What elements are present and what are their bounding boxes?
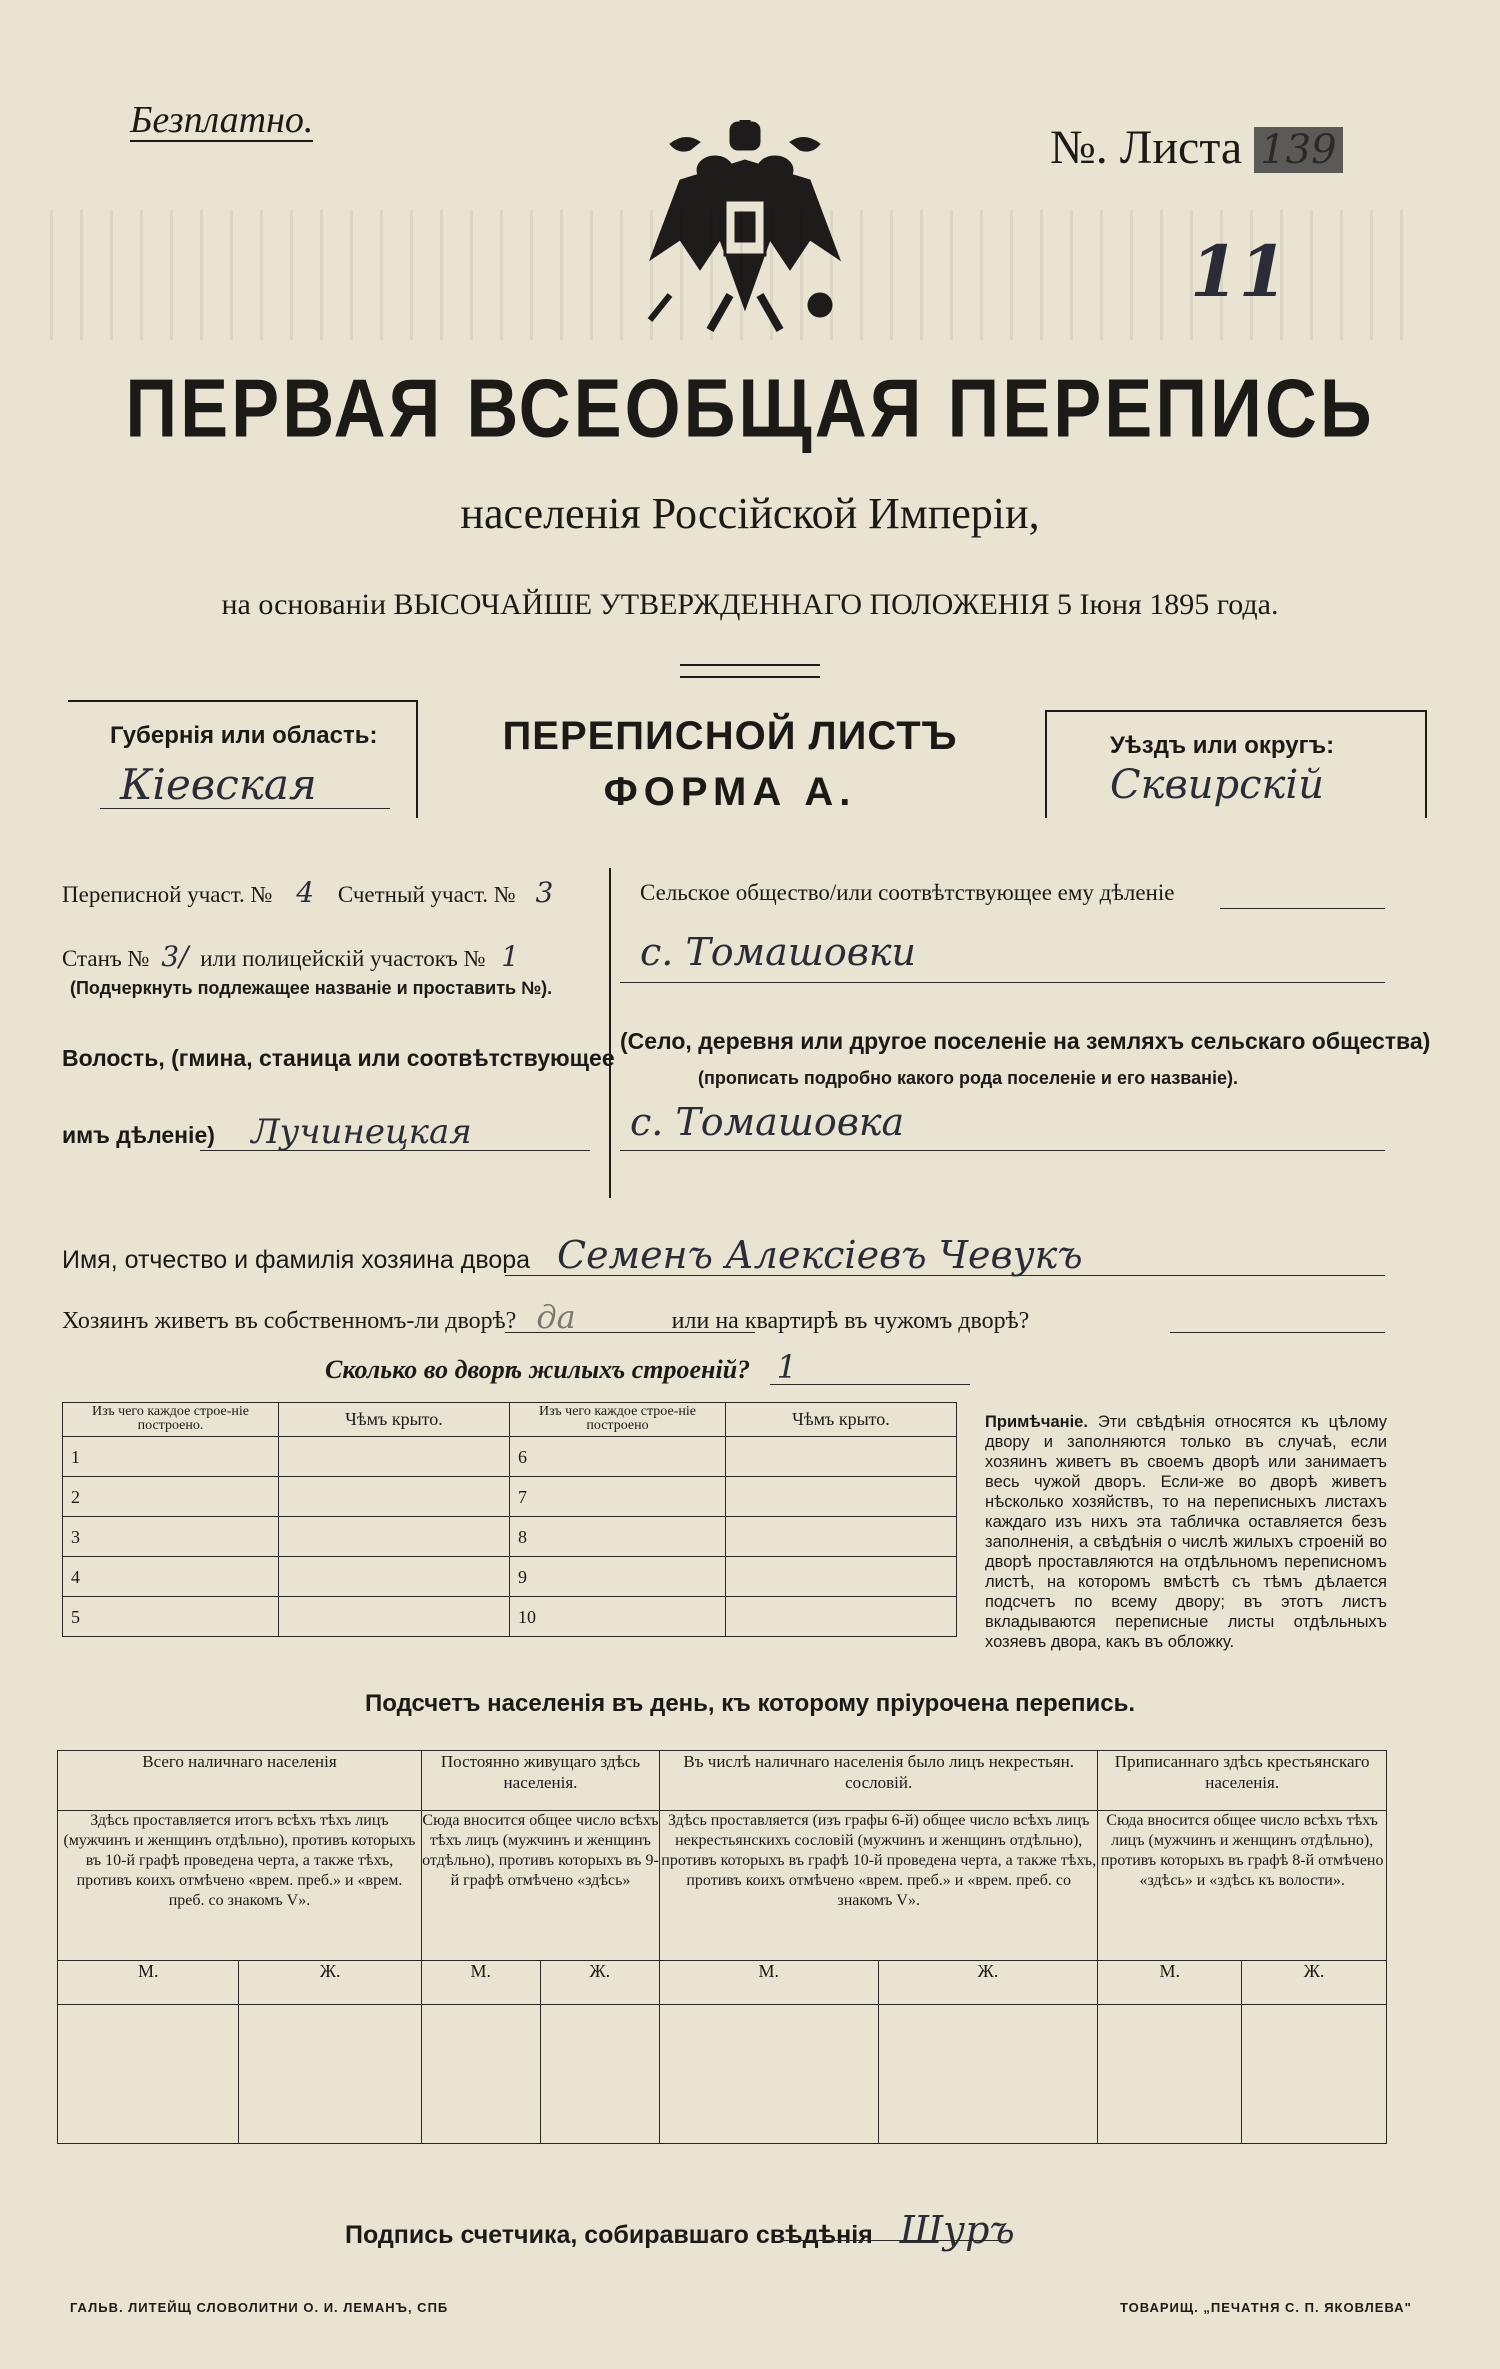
building-row-2: 2: [63, 1477, 279, 1517]
village-note: (прописать подробно какого рода поселеніе и его названіе).: [698, 1068, 1239, 1088]
sheet-title: ПЕРЕПИСНОЙ ЛИСТЪ: [502, 714, 958, 758]
village-value: с. Томашовка: [630, 1100, 905, 1144]
count-col2-head: Постоянно живущаго здѣсь населенія.: [421, 1751, 659, 1811]
building-row-8: 8: [510, 1517, 726, 1557]
count-col1-head: Всего наличнаго населенія: [58, 1751, 422, 1811]
count-cell: [660, 2005, 879, 2144]
owner-name-value: Семенъ Алексіевъ Чевукъ: [557, 1233, 1083, 1277]
count-cell: [239, 2005, 422, 2144]
ornament: [680, 664, 820, 678]
count-cell: [421, 2005, 540, 2144]
population-count-table: [57, 1750, 1387, 2144]
building-row-4: 4: [63, 1557, 279, 1597]
count-m-2: М.: [421, 1961, 540, 2005]
count-m-3: М.: [660, 1961, 879, 2005]
count-section-title: Подсчетъ населенія въ день, къ которому пріурочена перепись.: [365, 1690, 1135, 1717]
signature-value: Шуръ: [899, 2208, 1015, 2252]
volost-label: Волость, (гмина, станица или соотвѣтствующее: [62, 1045, 615, 1071]
building-row-7: 7: [510, 1477, 726, 1517]
census-section-value: 4: [296, 876, 315, 909]
rent-label: или на квартирѣ въ чужомъ дворѣ?: [671, 1308, 1030, 1334]
free-label: [130, 98, 313, 142]
building-row-5: 5: [63, 1597, 279, 1637]
count-zh-3: Ж.: [878, 1961, 1098, 2005]
building-row-1: 1: [63, 1437, 279, 1477]
sheet-number-value: 139: [1254, 127, 1342, 173]
count-section-label: Счетный участ. №: [337, 882, 516, 907]
sheet-number-label: [1050, 120, 1343, 175]
buildings-table: [62, 1402, 957, 1637]
count-cell: [1242, 2005, 1387, 2144]
count-col3-head: Въ числѣ наличнаго населенія было лицъ некрестьян. сословій.: [660, 1751, 1098, 1811]
sheet-label-text: №. Листа: [1050, 121, 1243, 174]
building-row-6: 6: [510, 1437, 726, 1477]
buildings-col4-header: Чѣмъ крыто.: [726, 1403, 957, 1437]
own-yard-field: [62, 1298, 1029, 1336]
count-zh-1: Ж.: [239, 1961, 422, 2005]
owner-name-field: [62, 1233, 1083, 1277]
volost-value: Лучинецкая: [251, 1112, 472, 1152]
buildings-col2-header: Чѣмъ крыто.: [279, 1403, 510, 1437]
count-cell: [1098, 2005, 1242, 2144]
building-row-9: 9: [510, 1557, 726, 1597]
count-col4-head: Приписаннаго здѣсь крестьянскаго населенія.: [1098, 1751, 1387, 1811]
gubernia-label: Губернія или область:: [110, 722, 378, 749]
police-value: 1: [501, 940, 520, 973]
note-title: Примѣчаніе.: [985, 1413, 1088, 1431]
census-section-label: Переписной участ. №: [62, 882, 273, 907]
society-label: Сельское общество/или соотвѣтствующее ему дѣленіе: [640, 880, 1175, 905]
ghost-print: [50, 210, 1410, 340]
buildings-field: [325, 1348, 797, 1386]
count-col4-desc: Сюда вносится общее число всѣхъ тѣхъ лицъ (мужчинъ и женщинъ отдѣльно), противъ которыхъ въ графѣ 8-й отмѣчено «здѣсь» и «здѣсь къ волости».: [1098, 1811, 1387, 1961]
own-yard-value: да: [536, 1298, 576, 1336]
footer-right: ТОВАРИЩ. „ПЕЧАТНЯ С. П. ЯКОВЛЕВА": [1120, 2300, 1412, 2315]
police-label: или полицейскій участокъ №: [200, 946, 486, 971]
subtitle: населенія Россійской Имперіи,: [460, 489, 1040, 538]
volost-label-2-text: имъ дѣленіе): [62, 1122, 215, 1148]
own-yard-label: Хозяинъ живетъ въ собственномъ-ли дворѣ?: [62, 1308, 517, 1334]
count-col2-desc: Сюда вносится общее число всѣхъ тѣхъ лицъ (мужчинъ и женщинъ отдѣльно), противъ которыхъ въ 9-й графѣ отмѣчено «здѣсь»: [421, 1811, 659, 1961]
volost-label-2: [62, 1112, 472, 1152]
count-m-4: М.: [1098, 1961, 1242, 2005]
underline-note: (Подчеркнуть подлежащее названіе и проставить №).: [70, 978, 553, 998]
count-cell: [58, 2005, 239, 2144]
form-label: ФОРМА А.: [603, 770, 857, 814]
basis-line: на основаніи ВЫСОЧАЙШЕ УТВЕРЖДЕННАГО ПОЛОЖЕНІЯ 5 Іюня 1895 года.: [221, 588, 1279, 621]
note-block: [985, 1412, 1387, 1652]
uezd-label: Уѣздъ или округъ:: [1110, 732, 1335, 759]
stan-field: [62, 940, 519, 973]
footer-left: ГАЛЬВ. ЛИТЕЙЩ СЛОВОЛИТНИ О. И. ЛЕМАНЪ, СПБ: [70, 2300, 449, 2315]
village-label: (Село, деревня или другое поселеніе на земляхъ сельскаго общества): [620, 1028, 1431, 1054]
count-col1-desc: Здѣсь проставляется итогъ всѣхъ тѣхъ лицъ (мужчинъ и женщинъ отдѣльно), противъ которыхъ въ 10-й графѣ проведена черта, а также тѣхъ, противъ коихъ отмѣчено «врем. преб.» и «врем. преб. со знакомъ V».: [58, 1811, 422, 1961]
count-section-value: 3: [535, 876, 554, 909]
stamp-number: 11: [1190, 230, 1288, 313]
buildings-col3-header: Изъ чего каждое строе-ніе построено: [510, 1403, 726, 1437]
society-value: с. Томашовки: [640, 930, 916, 974]
stan-value: 3/: [161, 940, 189, 973]
census-section-field: [62, 876, 553, 909]
count-col3-desc: Здѣсь проставляется (изъ графы 6-й) общее число всѣхъ лицъ некрестьянскихъ сословій (мужчинъ и женщинъ отдѣльно), противъ которыхъ въ графѣ 10-й проведена черта, а также тѣхъ, противъ коихъ отмѣчено «врем. преб.» и «врем. преб. со знакомъ V».: [660, 1811, 1098, 1961]
stan-label: Станъ №: [62, 946, 150, 971]
gubernia-value: Кіевская: [120, 760, 317, 809]
signature-field: [345, 2208, 1015, 2252]
building-row-3: 3: [63, 1517, 279, 1557]
count-zh-4: Ж.: [1242, 1961, 1387, 2005]
buildings-label: Сколько во дворѣ жилыхъ строеній?: [325, 1355, 751, 1384]
free-text: Безплатно.: [130, 99, 314, 141]
uezd-value: Сквирскій: [1110, 762, 1324, 808]
count-cell: [878, 2005, 1098, 2144]
note-text: Эти свѣдѣнія относятся къ цѣлому двору и заполняются только въ случаѣ, если хозяинъ живетъ въ своемъ дворѣ или занимаетъ весь чужой дворъ. Если-же во дворѣ живетъ нѣсколько хозяйствъ, то на переписныхъ листахъ каждаго изъ нихъ эта табличка оставляется безъ заполненія, а свѣдѣнія о числѣ жилыхъ строеній во дворѣ проставляются на отдѣльномъ переписномъ листѣ, на которомъ вмѣстѣ съ тѣмъ дѣлается подсчетъ по всему двору; въ этотъ листъ вкладываются переписные листы отдѣльныхъ хозяевъ двора, какъ въ обложку.: [985, 1413, 1387, 1651]
count-zh-2: Ж.: [540, 1961, 659, 2005]
buildings-col1-header: Изъ чего каждое строе-ніе построено.: [63, 1403, 279, 1437]
building-row-10: 10: [510, 1597, 726, 1637]
owner-name-label: Имя, отчество и фамилія хозяина двора: [62, 1246, 531, 1274]
main-title: ПЕРВАЯ ВСЕОБЩАЯ ПЕРЕПИСЬ: [125, 363, 1375, 455]
count-m-1: М.: [58, 1961, 239, 2005]
buildings-value: 1: [776, 1348, 798, 1386]
signature-label: Подпись счетчика, собиравшаго свѣдѣнія: [345, 2221, 873, 2249]
count-cell: [540, 2005, 659, 2144]
